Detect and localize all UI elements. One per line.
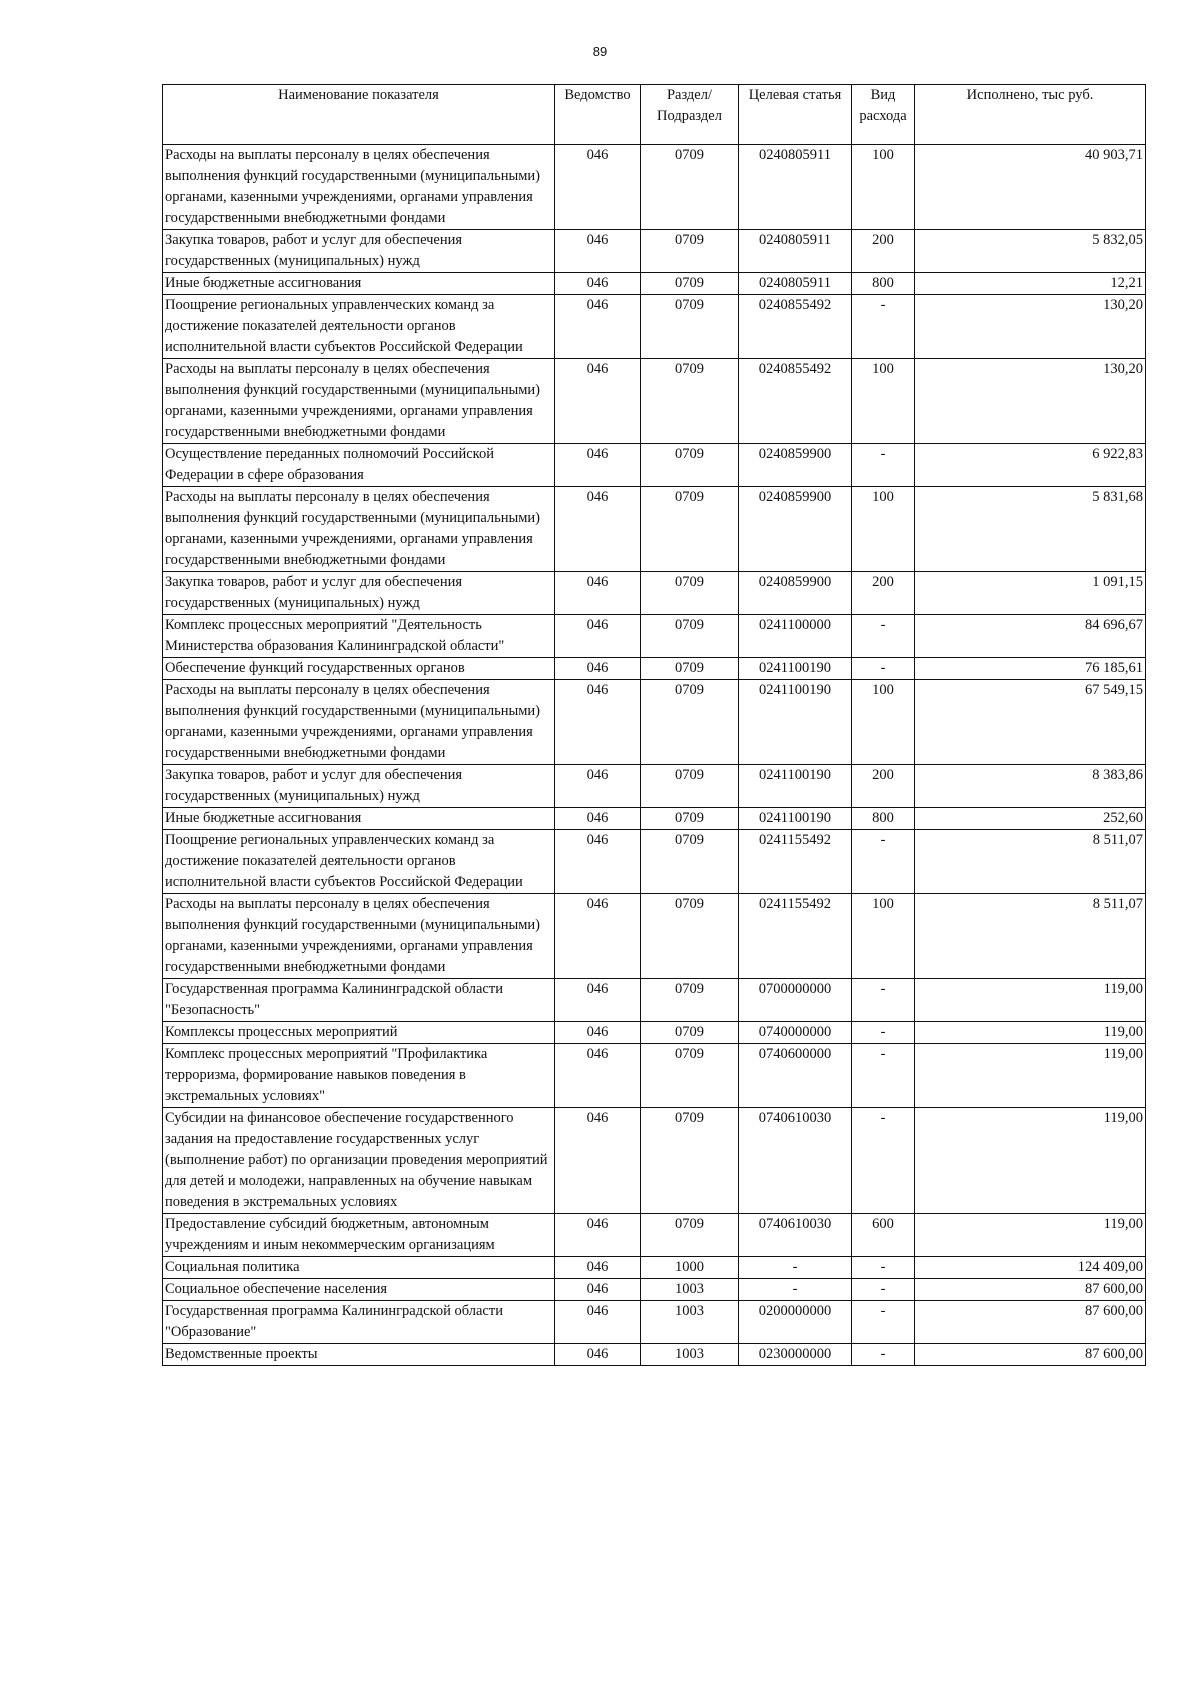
table-row bbox=[163, 1279, 1146, 1301]
table-row bbox=[163, 572, 1146, 615]
row-dept: 046 bbox=[555, 1344, 641, 1366]
row-dept: 046 bbox=[555, 230, 641, 273]
row-name: Государственная программа Калининградской области "Безопасность" bbox=[163, 979, 555, 1022]
header-cell-type: Вид расхода bbox=[852, 85, 915, 145]
row-type: 200 bbox=[852, 230, 915, 273]
row-section: 0709 bbox=[641, 359, 739, 444]
table-row bbox=[163, 359, 1146, 444]
row-dept: 046 bbox=[555, 615, 641, 658]
table-row bbox=[163, 830, 1146, 894]
row-type: - bbox=[852, 1301, 915, 1344]
row-dept: 046 bbox=[555, 1108, 641, 1214]
row-name: Субсидии на финансовое обеспечение государственного задания на предоставление государственных услуг (выполнение работ) по организации проведения мероприятий для детей и молодежи, направленных на обучение навыкам поведения в экстремальных условиях bbox=[163, 1108, 555, 1214]
row-amount: 119,00 bbox=[915, 979, 1146, 1022]
header-cell-target: Целевая статья bbox=[739, 85, 852, 145]
row-name: Закупка товаров, работ и услуг для обеспечения государственных (муниципальных) нужд bbox=[163, 765, 555, 808]
row-target: 0241100190 bbox=[739, 765, 852, 808]
row-target: 0700000000 bbox=[739, 979, 852, 1022]
table-row bbox=[163, 765, 1146, 808]
row-target: 0740610030 bbox=[739, 1108, 852, 1214]
row-name: Предоставление субсидий бюджетным, автономным учреждениям и иным некоммерческим организациям bbox=[163, 1214, 555, 1257]
header-cell-name: Наименование показателя bbox=[163, 85, 555, 145]
table-row bbox=[163, 658, 1146, 680]
row-section: 0709 bbox=[641, 145, 739, 230]
row-section: 0709 bbox=[641, 830, 739, 894]
row-type: - bbox=[852, 1257, 915, 1279]
row-section: 0709 bbox=[641, 680, 739, 765]
row-section: 0709 bbox=[641, 295, 739, 359]
row-name: Поощрение региональных управленческих команд за достижение показателей деятельности органов исполнительной власти субъектов Российской Федерации bbox=[163, 830, 555, 894]
row-amount: 130,20 bbox=[915, 359, 1146, 444]
row-amount: 119,00 bbox=[915, 1214, 1146, 1257]
row-type: - bbox=[852, 1279, 915, 1301]
row-dept: 046 bbox=[555, 1257, 641, 1279]
row-dept: 046 bbox=[555, 658, 641, 680]
row-name: Осуществление переданных полномочий Российской Федерации в сфере образования bbox=[163, 444, 555, 487]
row-section: 0709 bbox=[641, 572, 739, 615]
row-amount: 6 922,83 bbox=[915, 444, 1146, 487]
row-dept: 046 bbox=[555, 359, 641, 444]
row-type: - bbox=[852, 1044, 915, 1108]
row-name: Комплекс процессных мероприятий "Профилактика терроризма, формирование навыков поведения в экстремальных условиях" bbox=[163, 1044, 555, 1108]
row-dept: 046 bbox=[555, 765, 641, 808]
row-section: 0709 bbox=[641, 1214, 739, 1257]
table-row bbox=[163, 1108, 1146, 1214]
row-section: 1000 bbox=[641, 1257, 739, 1279]
row-type: - bbox=[852, 830, 915, 894]
row-target: 0740600000 bbox=[739, 1044, 852, 1108]
table-row bbox=[163, 1022, 1146, 1044]
row-type: 100 bbox=[852, 359, 915, 444]
row-target: 0240805911 bbox=[739, 145, 852, 230]
row-section: 0709 bbox=[641, 894, 739, 979]
row-type: 600 bbox=[852, 1214, 915, 1257]
row-target: 0240805911 bbox=[739, 230, 852, 273]
row-target: 0241155492 bbox=[739, 830, 852, 894]
row-name: Закупка товаров, работ и услуг для обеспечения государственных (муниципальных) нужд bbox=[163, 572, 555, 615]
table-row bbox=[163, 1214, 1146, 1257]
table-row bbox=[163, 894, 1146, 979]
row-target: 0240859900 bbox=[739, 572, 852, 615]
row-amount: 5 831,68 bbox=[915, 487, 1146, 572]
row-amount: 40 903,71 bbox=[915, 145, 1146, 230]
row-amount: 12,21 bbox=[915, 273, 1146, 295]
row-section: 0709 bbox=[641, 615, 739, 658]
row-type: 100 bbox=[852, 145, 915, 230]
row-name: Расходы на выплаты персоналу в целях обеспечения выполнения функций государственными (муниципальными) органами, казенными учреждениями, органами управления государственными внебюджетными фондами bbox=[163, 894, 555, 979]
row-amount: 119,00 bbox=[915, 1022, 1146, 1044]
row-amount: 5 832,05 bbox=[915, 230, 1146, 273]
row-target: - bbox=[739, 1279, 852, 1301]
row-amount: 84 696,67 bbox=[915, 615, 1146, 658]
row-section: 0709 bbox=[641, 444, 739, 487]
row-name: Расходы на выплаты персоналу в целях обеспечения выполнения функций государственными (муниципальными) органами, казенными учреждениями, органами управления государственными внебюджетными фондами bbox=[163, 680, 555, 765]
row-dept: 046 bbox=[555, 1301, 641, 1344]
row-name: Социальное обеспечение населения bbox=[163, 1279, 555, 1301]
row-section: 0709 bbox=[641, 273, 739, 295]
row-name: Расходы на выплаты персоналу в целях обеспечения выполнения функций государственными (муниципальными) органами, казенными учреждениями, органами управления государственными внебюджетными фондами bbox=[163, 487, 555, 572]
page-number: 89 bbox=[592, 44, 608, 59]
header-cell-amount: Исполнено, тыс руб. bbox=[915, 85, 1146, 145]
row-amount: 8 511,07 bbox=[915, 894, 1146, 979]
row-type: 800 bbox=[852, 808, 915, 830]
row-target: 0740000000 bbox=[739, 1022, 852, 1044]
row-target: 0240855492 bbox=[739, 295, 852, 359]
row-name: Расходы на выплаты персоналу в целях обеспечения выполнения функций государственными (муниципальными) органами, казенными учреждениями, органами управления государственными внебюджетными фондами bbox=[163, 359, 555, 444]
header-row bbox=[163, 85, 1146, 145]
row-section: 0709 bbox=[641, 1108, 739, 1214]
row-dept: 046 bbox=[555, 295, 641, 359]
table-row bbox=[163, 680, 1146, 765]
table-row bbox=[163, 230, 1146, 273]
row-section: 0709 bbox=[641, 658, 739, 680]
row-dept: 046 bbox=[555, 572, 641, 615]
row-dept: 046 bbox=[555, 1214, 641, 1257]
row-type: 100 bbox=[852, 680, 915, 765]
row-target: 0241100190 bbox=[739, 658, 852, 680]
row-amount: 124 409,00 bbox=[915, 1257, 1146, 1279]
header-cell-section: Раздел/ Подраздел bbox=[641, 85, 739, 145]
row-type: - bbox=[852, 979, 915, 1022]
row-type: 200 bbox=[852, 765, 915, 808]
row-section: 0709 bbox=[641, 808, 739, 830]
row-type: 100 bbox=[852, 894, 915, 979]
row-name: Поощрение региональных управленческих команд за достижение показателей деятельности органов исполнительной власти субъектов Российской Федерации bbox=[163, 295, 555, 359]
row-target: 0200000000 bbox=[739, 1301, 852, 1344]
row-dept: 046 bbox=[555, 1279, 641, 1301]
row-name: Комплексы процессных мероприятий bbox=[163, 1022, 555, 1044]
row-section: 0709 bbox=[641, 765, 739, 808]
row-section: 0709 bbox=[641, 979, 739, 1022]
row-dept: 046 bbox=[555, 273, 641, 295]
row-amount: 130,20 bbox=[915, 295, 1146, 359]
table-row bbox=[163, 1044, 1146, 1108]
table-row bbox=[163, 808, 1146, 830]
row-dept: 046 bbox=[555, 680, 641, 765]
row-type: - bbox=[852, 1022, 915, 1044]
row-amount: 1 091,15 bbox=[915, 572, 1146, 615]
row-name: Социальная политика bbox=[163, 1257, 555, 1279]
row-target: 0241100190 bbox=[739, 808, 852, 830]
row-name: Иные бюджетные ассигнования bbox=[163, 808, 555, 830]
row-type: - bbox=[852, 1344, 915, 1366]
row-target: 0241100190 bbox=[739, 680, 852, 765]
row-type: - bbox=[852, 295, 915, 359]
row-section: 0709 bbox=[641, 230, 739, 273]
row-dept: 046 bbox=[555, 444, 641, 487]
table-row bbox=[163, 1257, 1146, 1279]
row-type: 800 bbox=[852, 273, 915, 295]
row-dept: 046 bbox=[555, 487, 641, 572]
row-name: Расходы на выплаты персоналу в целях обеспечения выполнения функций государственными (муниципальными) органами, казенными учреждениями, органами управления государственными внебюджетными фондами bbox=[163, 145, 555, 230]
row-type: - bbox=[852, 615, 915, 658]
row-name: Закупка товаров, работ и услуг для обеспечения государственных (муниципальных) нужд bbox=[163, 230, 555, 273]
row-section: 1003 bbox=[641, 1344, 739, 1366]
row-type: 200 bbox=[852, 572, 915, 615]
row-dept: 046 bbox=[555, 979, 641, 1022]
row-amount: 8 511,07 bbox=[915, 830, 1146, 894]
row-type: 100 bbox=[852, 487, 915, 572]
table-row bbox=[163, 295, 1146, 359]
row-name: Государственная программа Калининградской области "Образование" bbox=[163, 1301, 555, 1344]
row-dept: 046 bbox=[555, 145, 641, 230]
row-target: 0740610030 bbox=[739, 1214, 852, 1257]
row-section: 0709 bbox=[641, 1022, 739, 1044]
row-amount: 8 383,86 bbox=[915, 765, 1146, 808]
row-target: 0240859900 bbox=[739, 487, 852, 572]
table-row bbox=[163, 444, 1146, 487]
row-amount: 252,60 bbox=[915, 808, 1146, 830]
row-dept: 046 bbox=[555, 808, 641, 830]
row-target: - bbox=[739, 1257, 852, 1279]
header-cell-dept: Ведомство bbox=[555, 85, 641, 145]
row-amount: 87 600,00 bbox=[915, 1301, 1146, 1344]
row-dept: 046 bbox=[555, 1022, 641, 1044]
row-dept: 046 bbox=[555, 1044, 641, 1108]
row-section: 1003 bbox=[641, 1301, 739, 1344]
table-row bbox=[163, 273, 1146, 295]
table-row bbox=[163, 1301, 1146, 1344]
row-amount: 119,00 bbox=[915, 1044, 1146, 1108]
budget-execution-table bbox=[162, 84, 1146, 1366]
row-section: 0709 bbox=[641, 1044, 739, 1108]
row-dept: 046 bbox=[555, 830, 641, 894]
row-target: 0241155492 bbox=[739, 894, 852, 979]
row-dept: 046 bbox=[555, 894, 641, 979]
row-amount: 87 600,00 bbox=[915, 1344, 1146, 1366]
table-row bbox=[163, 1344, 1146, 1366]
table-row bbox=[163, 487, 1146, 572]
row-amount: 87 600,00 bbox=[915, 1279, 1146, 1301]
table-row bbox=[163, 615, 1146, 658]
row-target: 0240855492 bbox=[739, 359, 852, 444]
row-amount: 67 549,15 bbox=[915, 680, 1146, 765]
row-target: 0241100000 bbox=[739, 615, 852, 658]
row-type: - bbox=[852, 444, 915, 487]
table-row bbox=[163, 145, 1146, 230]
row-name: Комплекс процессных мероприятий "Деятельность Министерства образования Калининградской области" bbox=[163, 615, 555, 658]
row-target: 0240859900 bbox=[739, 444, 852, 487]
row-type: - bbox=[852, 658, 915, 680]
row-amount: 76 185,61 bbox=[915, 658, 1146, 680]
row-amount: 119,00 bbox=[915, 1108, 1146, 1214]
row-name: Ведомственные проекты bbox=[163, 1344, 555, 1366]
row-name: Иные бюджетные ассигнования bbox=[163, 273, 555, 295]
row-section: 0709 bbox=[641, 487, 739, 572]
row-name: Обеспечение функций государственных органов bbox=[163, 658, 555, 680]
row-target: 0230000000 bbox=[739, 1344, 852, 1366]
row-target: 0240805911 bbox=[739, 273, 852, 295]
table-row bbox=[163, 979, 1146, 1022]
row-section: 1003 bbox=[641, 1279, 739, 1301]
row-type: - bbox=[852, 1108, 915, 1214]
